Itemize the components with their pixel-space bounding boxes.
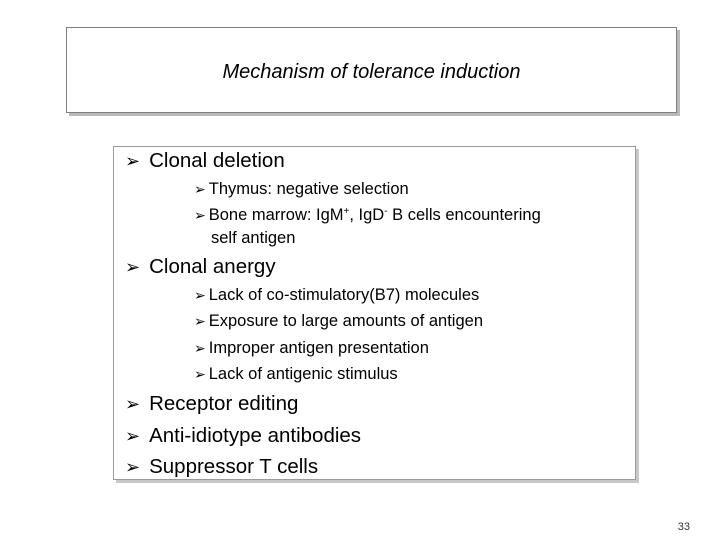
bullet-suppressor-t-cells	[125, 455, 318, 480]
arrow-bullet-icon: ➢	[125, 394, 141, 415]
arrow-bullet-icon: ➢	[125, 457, 141, 478]
bullet-text-after: B cells encountering	[387, 206, 541, 224]
bullet-text: self antigen	[211, 229, 296, 247]
title-box	[66, 27, 677, 113]
arrow-bullet-icon: ➢	[125, 426, 141, 447]
superscript-plus: +	[343, 206, 350, 217]
bullet-text: Exposure to large amounts of antigen	[208, 312, 483, 330]
bullet-text: Improper antigen presentation	[208, 339, 429, 357]
sub-bullet-bone-marrow	[194, 205, 541, 226]
bullet-text-before: Bone marrow: IgM	[208, 206, 344, 224]
arrow-bullet-icon: ➢	[194, 182, 206, 198]
sub-bullet-exposure	[194, 311, 483, 332]
arrow-bullet-icon: ➢	[194, 208, 206, 224]
arrow-bullet-icon: ➢	[194, 367, 206, 383]
bullet-clonal-anergy	[125, 255, 276, 280]
arrow-bullet-icon: ➢	[194, 341, 206, 357]
sub-bullet-antigenic-stimulus	[194, 364, 398, 385]
arrow-bullet-icon: ➢	[125, 257, 141, 278]
bullet-text: Receptor editing	[149, 392, 299, 415]
bullet-receptor-editing	[125, 392, 298, 417]
superscript-minus: -	[384, 206, 388, 217]
arrow-bullet-icon: ➢	[194, 314, 206, 330]
bullet-text: Suppressor T cells	[149, 455, 319, 478]
bullet-text: Anti-idiotype antibodies	[149, 424, 362, 447]
slide-title: Mechanism of tolerance induction	[222, 61, 521, 83]
bullet-text: Clonal deletion	[149, 149, 285, 172]
bullet-text: Lack of antigenic stimulus	[208, 365, 398, 383]
bullet-text-middle: , IgD	[349, 206, 385, 224]
bullet-text: Lack of co-stimulatory(B7) molecules	[208, 286, 480, 304]
bullet-text: Thymus: negative selection	[208, 180, 409, 198]
page-number: 33	[677, 521, 690, 533]
bullet-anti-idiotype	[125, 424, 361, 449]
sub-bullet-thymus	[194, 179, 409, 200]
arrow-bullet-icon: ➢	[194, 288, 206, 304]
sub-bullet-continuation	[211, 228, 295, 248]
bullet-text: Clonal anergy	[149, 255, 276, 278]
bullet-clonal-deletion	[125, 149, 285, 174]
sub-bullet-costimulatory	[194, 285, 479, 306]
content-box	[113, 146, 636, 480]
sub-bullet-improper-presentation	[194, 338, 429, 359]
arrow-bullet-icon: ➢	[125, 151, 141, 172]
